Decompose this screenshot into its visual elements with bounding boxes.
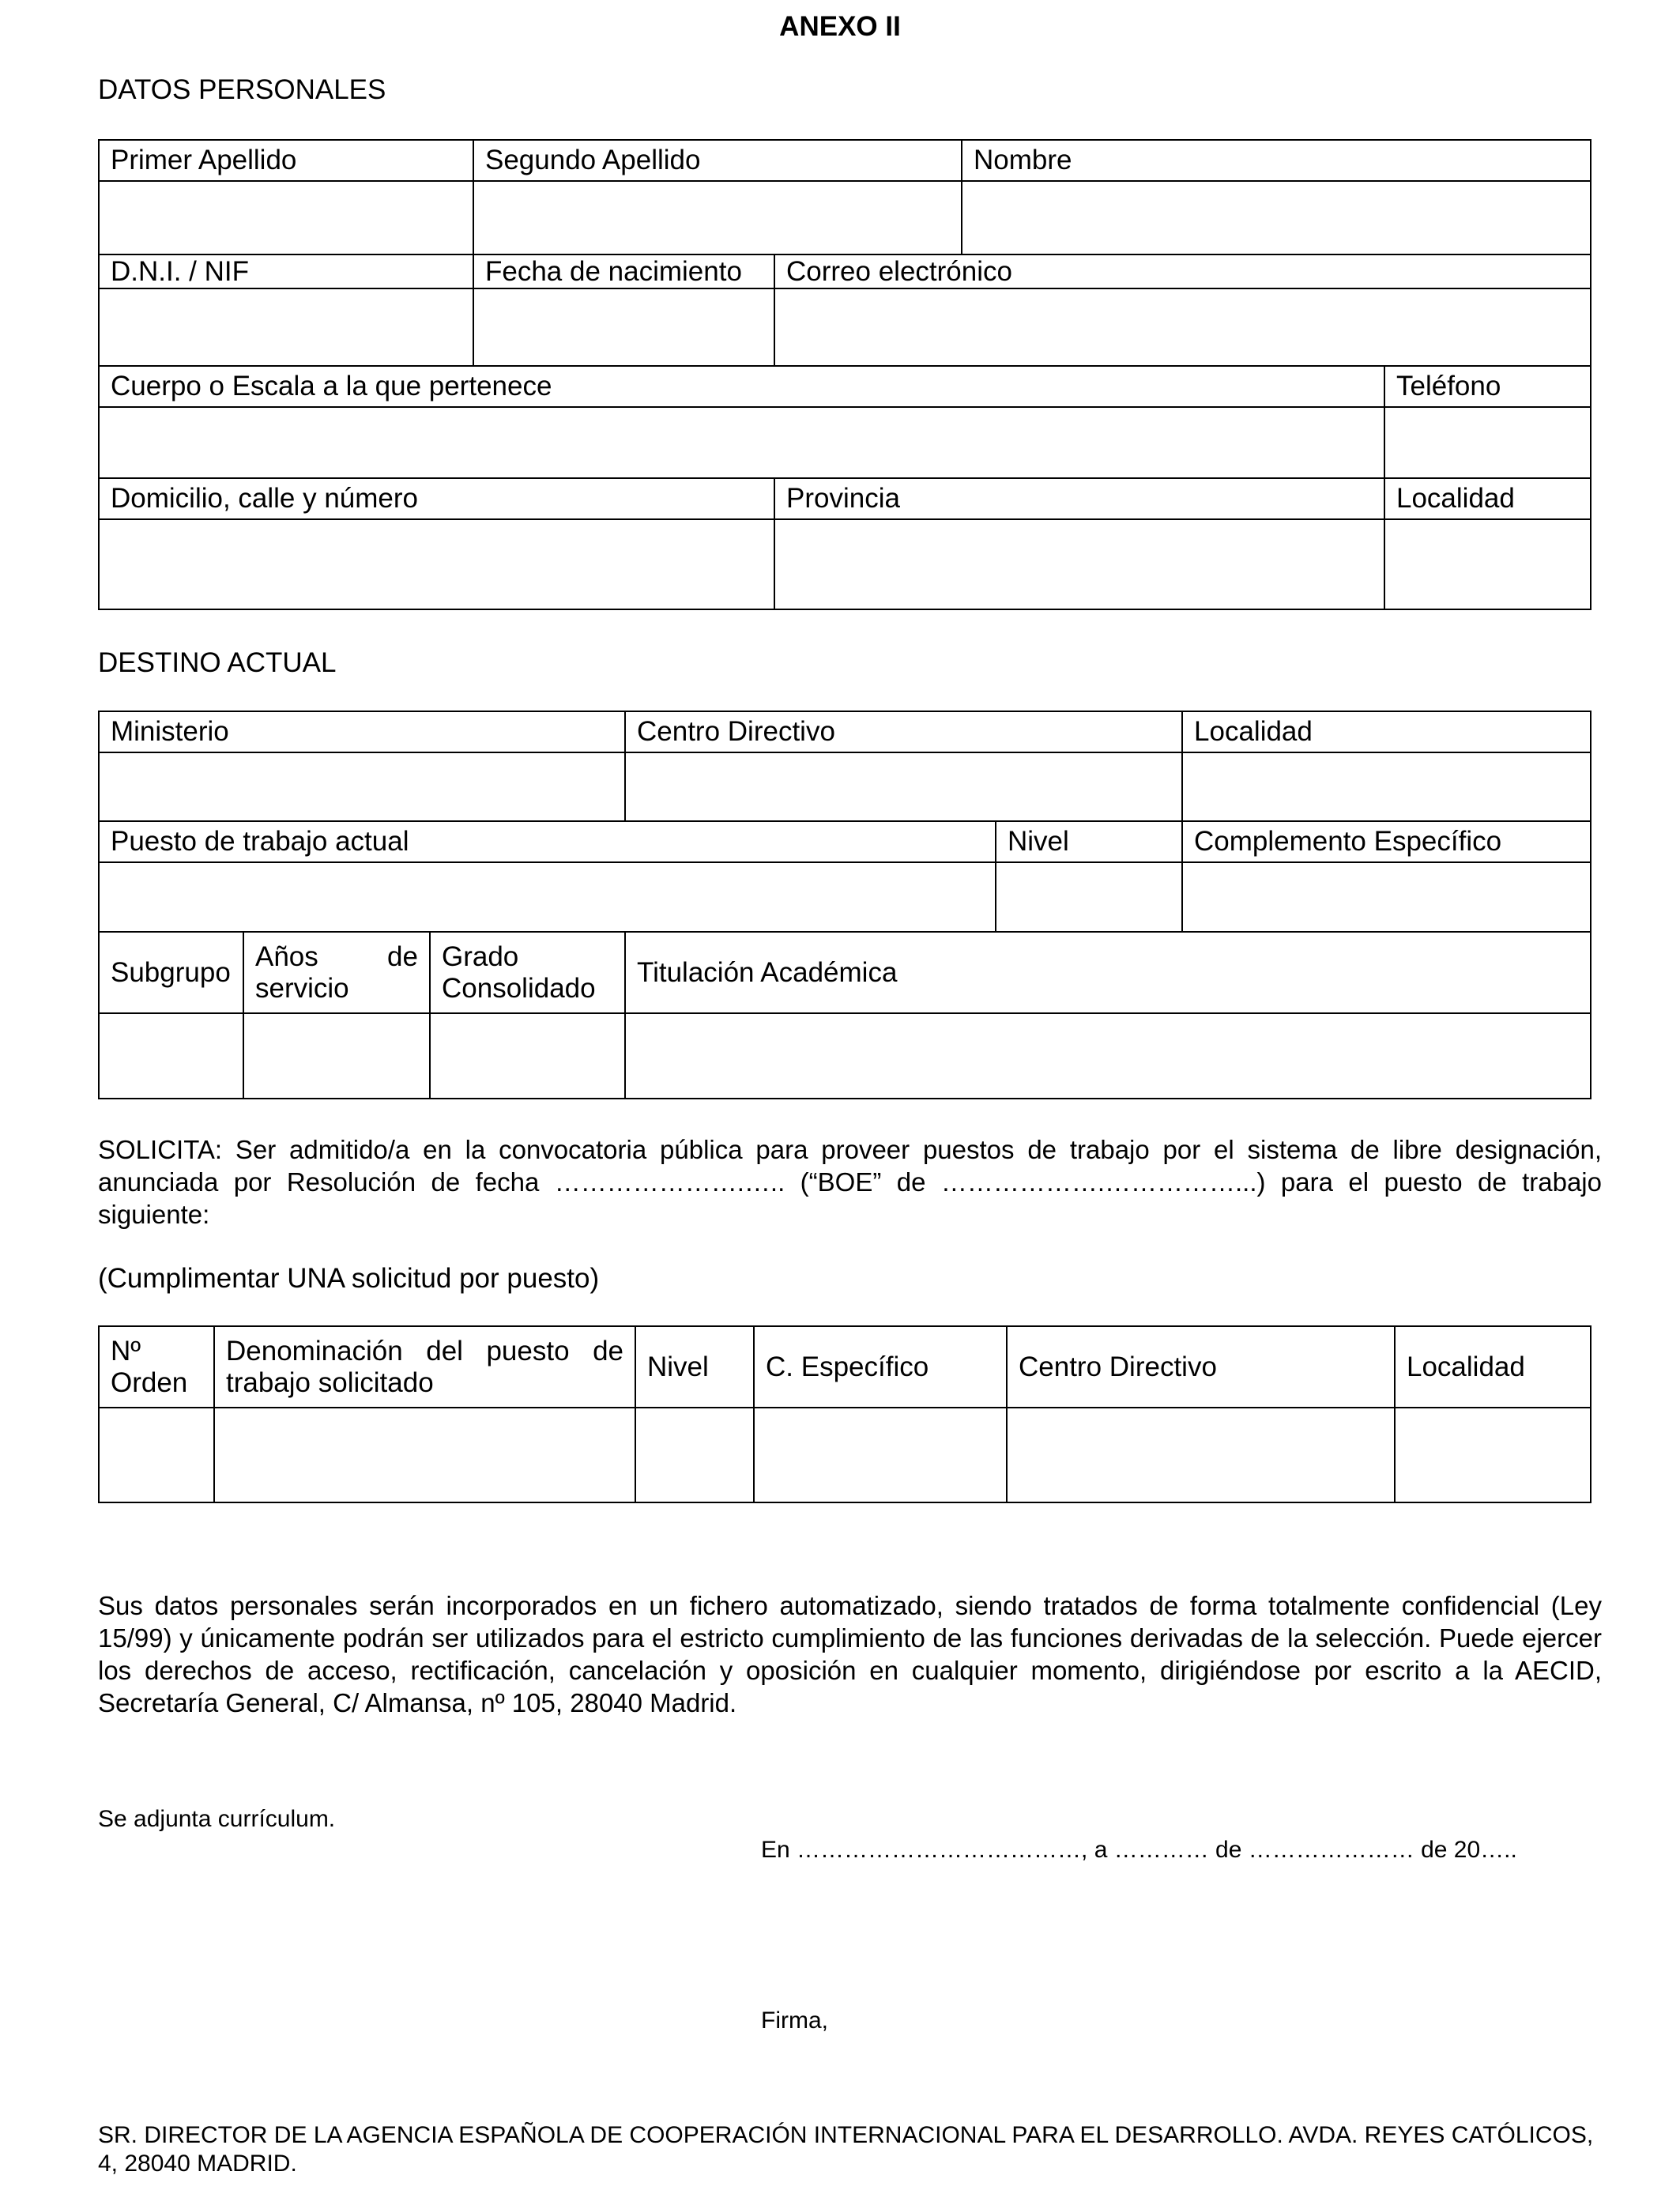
solicitud-note: (Cumplimentar UNA solicitud por puesto)	[98, 1263, 600, 1294]
label-cuerpo: Cuerpo o Escala a la que pertenece	[99, 366, 1384, 407]
section-heading-datos-personales: DATOS PERSONALES	[98, 74, 386, 105]
section-heading-destino-actual: DESTINO ACTUAL	[98, 647, 337, 678]
anos-servicio-field[interactable]	[243, 1013, 430, 1099]
fecha-nacimiento-field[interactable]	[473, 288, 774, 366]
complemento-field[interactable]	[1182, 862, 1591, 932]
primer-apellido-field[interactable]	[99, 181, 473, 254]
label-nivel-actual: Nivel	[996, 821, 1182, 862]
label-localidad-solicitada: Localidad	[1395, 1326, 1591, 1408]
nombre-field[interactable]	[962, 181, 1591, 254]
label-orden-line1: Nº	[111, 1335, 141, 1367]
label-denominacion-line2: trabajo solicitado	[226, 1367, 434, 1398]
titulacion-field[interactable]	[625, 1013, 1591, 1099]
grado-field[interactable]	[430, 1013, 625, 1099]
label-nombre: Nombre	[962, 140, 1591, 181]
centro-directivo-field[interactable]	[625, 752, 1182, 821]
label-localidad: Localidad	[1384, 478, 1591, 519]
label-ministerio: Ministerio	[99, 711, 625, 752]
personal-data-table	[98, 139, 1591, 610]
nivel-actual-field[interactable]	[996, 862, 1182, 932]
subgrupo-field[interactable]	[99, 1013, 243, 1099]
label-segundo-apellido: Segundo Apellido	[473, 140, 962, 181]
localidad-field[interactable]	[1384, 519, 1591, 609]
localidad-solicitada-field[interactable]	[1395, 1408, 1591, 1502]
puesto-actual-field[interactable]	[99, 862, 996, 932]
label-grado-line1: Grado	[442, 941, 519, 972]
label-centro-directivo-solicitado: Centro Directivo	[1007, 1326, 1395, 1408]
domicilio-field[interactable]	[99, 519, 774, 609]
label-grado-consolidado	[430, 932, 625, 1013]
page-title: ANEXO II	[779, 11, 901, 42]
addressee: SR. DIRECTOR DE LA AGENCIA ESPAÑOLA DE COOPERACIÓN INTERNACIONAL PARA EL DESARROLLO. AVDA. REYES CATÓLICOS, 4, 28040 MADRID.	[98, 2122, 1594, 2177]
label-numero-orden	[99, 1326, 214, 1408]
label-subgrupo: Subgrupo	[99, 932, 243, 1013]
orden-field[interactable]	[99, 1408, 214, 1502]
solicita-paragraph: SOLICITA: Ser admitido/a en la convocatoria pública para proveer puestos de trabajo por el sistema de libre designación, anunciada por Resolución de fecha ………………….….. (“BOE” de ……………….……………...) para el puesto de trabajo siguiente:	[98, 1135, 1602, 1229]
centro-directivo-solicitado-field[interactable]	[1007, 1408, 1395, 1502]
label-provincia: Provincia	[774, 478, 1384, 519]
localidad-destino-field[interactable]	[1182, 752, 1591, 821]
label-anos-servicio	[243, 932, 430, 1013]
label-dni: D.N.I. / NIF	[99, 254, 473, 288]
segundo-apellido-field[interactable]	[473, 181, 962, 254]
label-nivel-solicitado: Nivel	[635, 1326, 754, 1408]
label-denominacion-line1: Denominación del puesto de	[226, 1335, 623, 1367]
nivel-solicitado-field[interactable]	[635, 1408, 754, 1502]
label-complemento: Complemento Específico	[1182, 821, 1591, 862]
label-titulacion: Titulación Académica	[625, 932, 1591, 1013]
label-c-especifico: C. Específico	[754, 1326, 1007, 1408]
label-anos-line2: servicio	[255, 972, 349, 1004]
label-localidad-destino: Localidad	[1182, 711, 1591, 752]
telefono-field[interactable]	[1384, 407, 1591, 478]
c-especifico-field[interactable]	[754, 1408, 1007, 1502]
correo-field[interactable]	[774, 288, 1591, 366]
signature-label: Firma,	[761, 2007, 828, 2034]
label-grado-line2: Consolidado	[442, 972, 596, 1004]
ministerio-field[interactable]	[99, 752, 625, 821]
label-centro-directivo: Centro Directivo	[625, 711, 1182, 752]
label-denominacion	[214, 1326, 635, 1408]
label-telefono: Teléfono	[1384, 366, 1591, 407]
label-primer-apellido: Primer Apellido	[99, 140, 473, 181]
label-correo: Correo electrónico	[774, 254, 1591, 288]
label-puesto-actual: Puesto de trabajo actual	[99, 821, 996, 862]
dni-field[interactable]	[99, 288, 473, 366]
cuerpo-field[interactable]	[99, 407, 1384, 478]
label-orden-line2: Orden	[111, 1367, 188, 1398]
provincia-field[interactable]	[774, 519, 1384, 609]
label-fecha-nacimiento: Fecha de nacimiento	[473, 254, 774, 288]
privacy-notice: Sus datos personales serán incorporados en un fichero automatizado, siendo tratados de forma totalmente confidencial (Ley 15/99) y únicamente podrán ser utilizados para el estricto cumplimiento de las funciones derivadas de la selección. Puede ejercer los derechos de acceso, rectificación, cancelación y oposición en cualquier momento, dirigiéndose por escrito a la AECID, Secretaría General, C/ Almansa, nº 105, 28040 Madrid.	[98, 1591, 1602, 1717]
requested-post-table	[98, 1325, 1591, 1503]
label-anos-line1: Años de	[255, 941, 418, 972]
label-domicilio: Domicilio, calle y número	[99, 478, 774, 519]
current-post-table	[98, 711, 1591, 1099]
curriculum-note: Se adjunta currículum.	[98, 1806, 336, 1832]
place-date-line: En ………………………………, a ………… de ………………… de 20…..	[761, 1837, 1517, 1863]
denominacion-field[interactable]	[214, 1408, 635, 1502]
